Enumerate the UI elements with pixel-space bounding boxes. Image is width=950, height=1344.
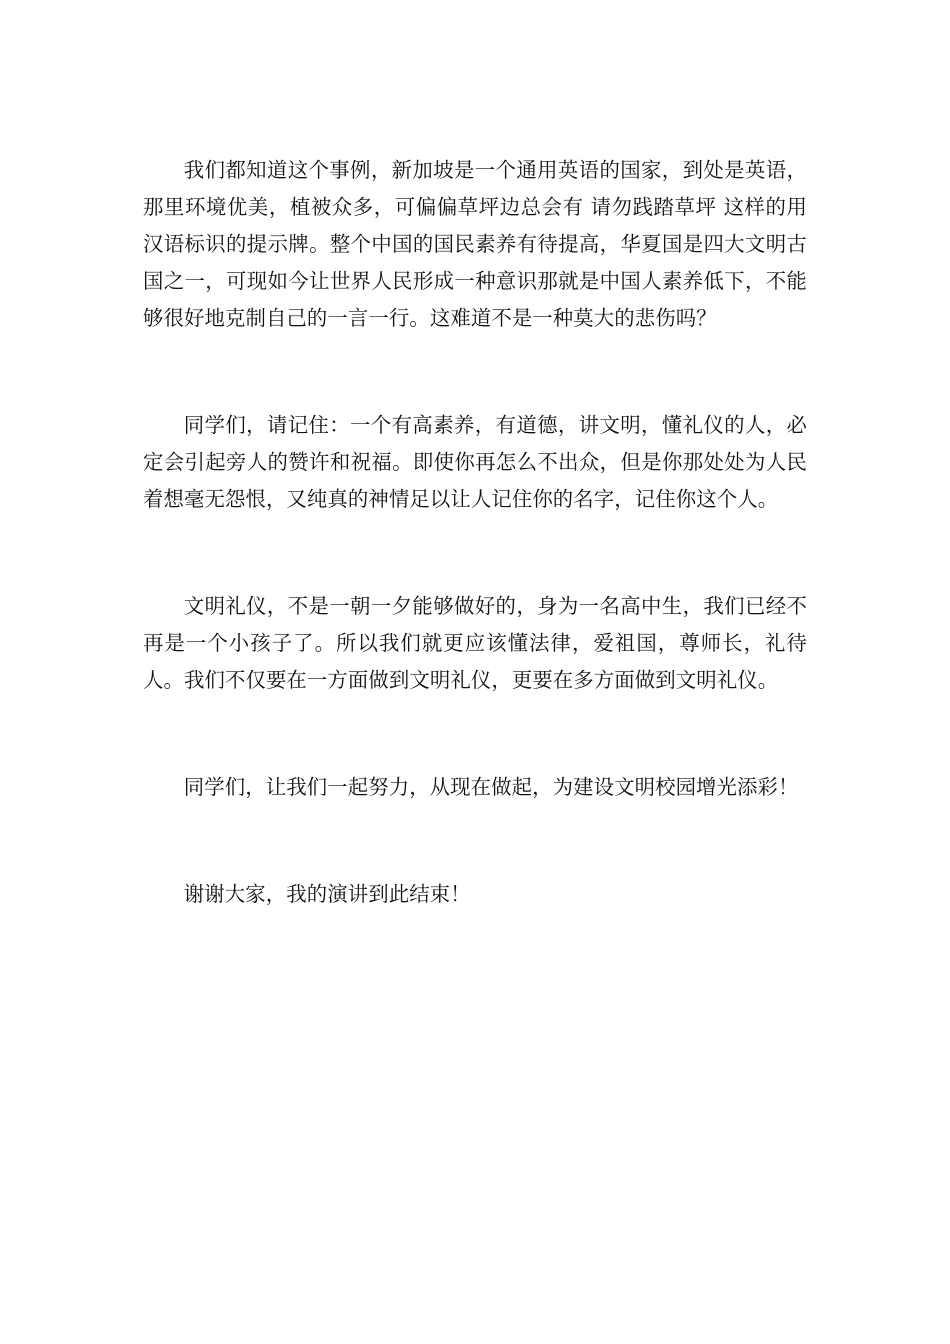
paragraph-civility: 文明礼仪，不是一朝一夕能够做好的，身为一名高中生，我们已经不再是一个小孩子了。所以我们就更应该懂法律，爱祖国，尊师长，礼待人。我们不仅要在一方面做到文明礼仪，更要在多方面做到文明礼仪。 xyxy=(143,594,807,692)
paragraph-closing: 谢谢大家，我的演讲到此结束！ xyxy=(183,882,471,906)
paragraph-call-to-action: 同学们，让我们一起努力，从现在做起，为建设文明校园增光添彩！ xyxy=(183,775,799,799)
paragraph-singapore-example: 我们都知道这个事例，新加坡是一个通用英语的国家，到处是英语，那里环境优美，植被众多，可偏偏草坪边总会有 请勿践踏草坪 这样的用汉语标识的提示牌。整个中国的国民素养有待提高，华夏国是四大文明古国之一，可现如今让世界人民形成一种意识那就是中国人素养低下，不能够很好地克制自己的一言一行。这难道不是一种莫大的悲伤吗？ xyxy=(143,158,807,330)
paragraph-remember: 同学们，请记住：一个有高素养，有道德，讲文明，懂礼仪的人，必定会引起旁人的赞许和祝福。即使你再怎么不出众，但是你那处处为人民着想毫无怨恨，又纯真的神情足以让人记住你的名字，记住你这个人。 xyxy=(143,413,807,511)
document-body xyxy=(143,152,807,913)
